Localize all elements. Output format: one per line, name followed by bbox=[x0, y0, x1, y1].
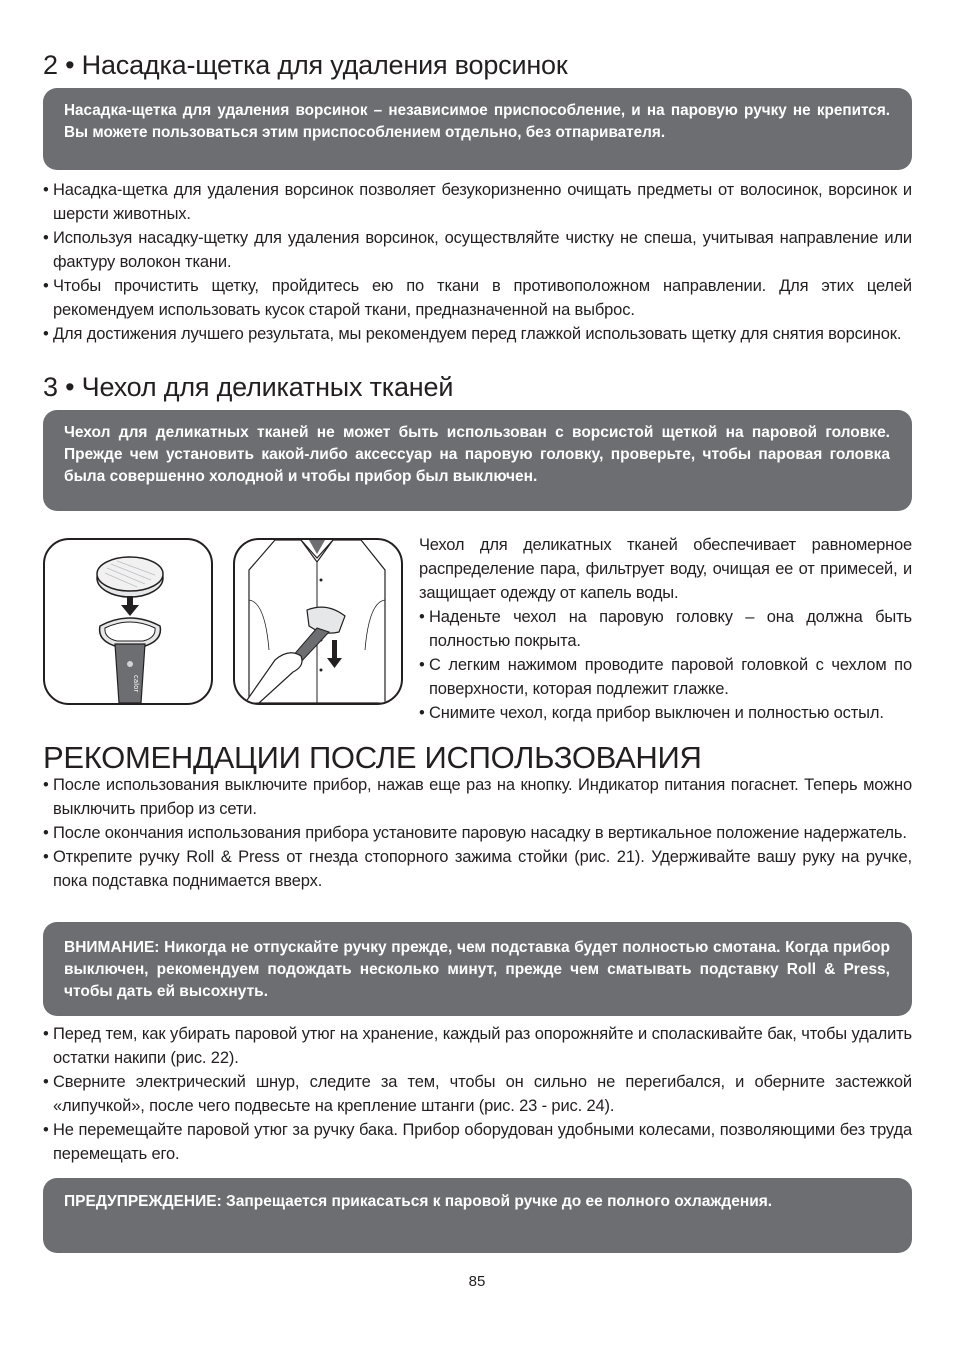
section-3-note: Чехол для деликатных тканей не может быть использован с ворсистой щеткой на паровой головке. Прежде чем установить какой-либо аксессуар на паровую головку, проверьте, чтобы паровая головка была совершенно холодной и чтобы прибор был выключен. bbox=[43, 410, 912, 511]
section-2-note: Насадка-щетка для удаления ворсинок – независимое приспособление, и на паровую ручку не крепится. Вы можете пользоваться этим приспособлением отдельно, без отпаривателя. bbox=[43, 88, 912, 170]
section-2-title: 2 • Насадка-щетка для удаления ворсинок bbox=[43, 50, 568, 80]
figure-steaming-shirt bbox=[233, 538, 403, 705]
list-item: • Открепите ручку Roll & Press от гнезда стопорного зажима стойки (рис. 21). Удерживайте вашу руку на ручке, пока подставка поднимается вверх. bbox=[43, 845, 912, 893]
list-item: • После окончания использования прибора установите паровую насадку в вертикальное положение надержатель. bbox=[43, 821, 912, 845]
list-item: • Чтобы прочистить щетку, пройдитесь ею по ткани в противоположном направлении. Для этих целей рекомендуем использовать кусок старой ткани, предназначенной на выброс. bbox=[43, 274, 912, 322]
down-arrow-icon bbox=[332, 640, 337, 660]
list-item: • Наденьте чехол на паровую головку – она должна быть полностью покрыта. bbox=[419, 605, 912, 653]
figure-cover-attach bbox=[43, 538, 213, 705]
list-item: • После использования выключите прибор, нажав еще раз на кнопку. Индикатор питания погаснет. Теперь можно выключить прибор из сети. bbox=[43, 773, 912, 821]
page-number: 85 bbox=[468, 1273, 486, 1290]
cover-attach-illustration bbox=[45, 540, 211, 703]
section-2-bullets bbox=[43, 178, 912, 346]
caution-note: ПРЕДУПРЕЖДЕНИЕ: Запрещается прикасаться к паровой ручке до ее полного охлаждения. bbox=[43, 1178, 912, 1253]
recommendations-bullets bbox=[43, 773, 912, 893]
handle-brand-text: calor bbox=[132, 675, 140, 693]
list-item: • Насадка-щетка для удаления ворсинок позволяет безукоризненно очищать предметы от волосинок, ворсинок и шерсти животных. bbox=[43, 178, 912, 226]
list-item: • Снимите чехол, когда прибор выключен и полностью остыл. bbox=[419, 701, 912, 725]
section-3-title: 3 • Чехол для деликатных тканей bbox=[43, 372, 454, 402]
warning-note: ВНИМАНИЕ: Никогда не отпускайте ручку прежде, чем подставка будет полностью смотана. Когда прибор выключен, рекомендуем подождать несколько минут, прежде чем сматывать подставку Roll & Press, чтобы дать ей высохнуть. bbox=[43, 922, 912, 1016]
list-item: • Перед тем, как убирать паровой утюг на хранение, каждый раз опорожняйте и споласкивайте бак, чтобы удалить остатки накипи (рис. 22). bbox=[43, 1022, 912, 1070]
steaming-shirt-illustration bbox=[235, 540, 401, 703]
down-arrow-icon bbox=[127, 596, 133, 606]
cover-description: Чехол для деликатных тканей обеспечивает равномерное распределение пара, фильтрует воду, очищая ее от примесей, и защищает одежду от капель воды. bbox=[419, 536, 912, 602]
storage-bullets bbox=[43, 1022, 912, 1166]
list-item: • Используя насадку-щетку для удаления ворсинок, осуществляйте чистку не спеша, учитывая направление или фактуру волокон ткани. bbox=[43, 226, 912, 274]
list-item: • С легким нажимом проводите паровой головкой с чехлом по поверхности, которая подлежит глажке. bbox=[419, 653, 912, 701]
recommendations-title: РЕКОМЕНДАЦИИ ПОСЛЕ ИСПОЛЬЗОВАНИЯ bbox=[43, 740, 702, 775]
list-item: • Не перемещайте паровой утюг за ручку бака. Прибор оборудован удобными колесами, позволяющими без труда перемещать его. bbox=[43, 1118, 912, 1166]
cover-bullets bbox=[419, 605, 912, 725]
list-item: • Для достижения лучшего результата, мы рекомендуем перед глажкой использовать щетку для снятия ворсинок. bbox=[43, 322, 912, 346]
list-item: • Сверните электрический шнур, следите за тем, чтобы он сильно не перегибался, и оберните застежкой «липучкой», после чего подвесьте на крепление штанги (рис. 23 - рис. 24). bbox=[43, 1070, 912, 1118]
